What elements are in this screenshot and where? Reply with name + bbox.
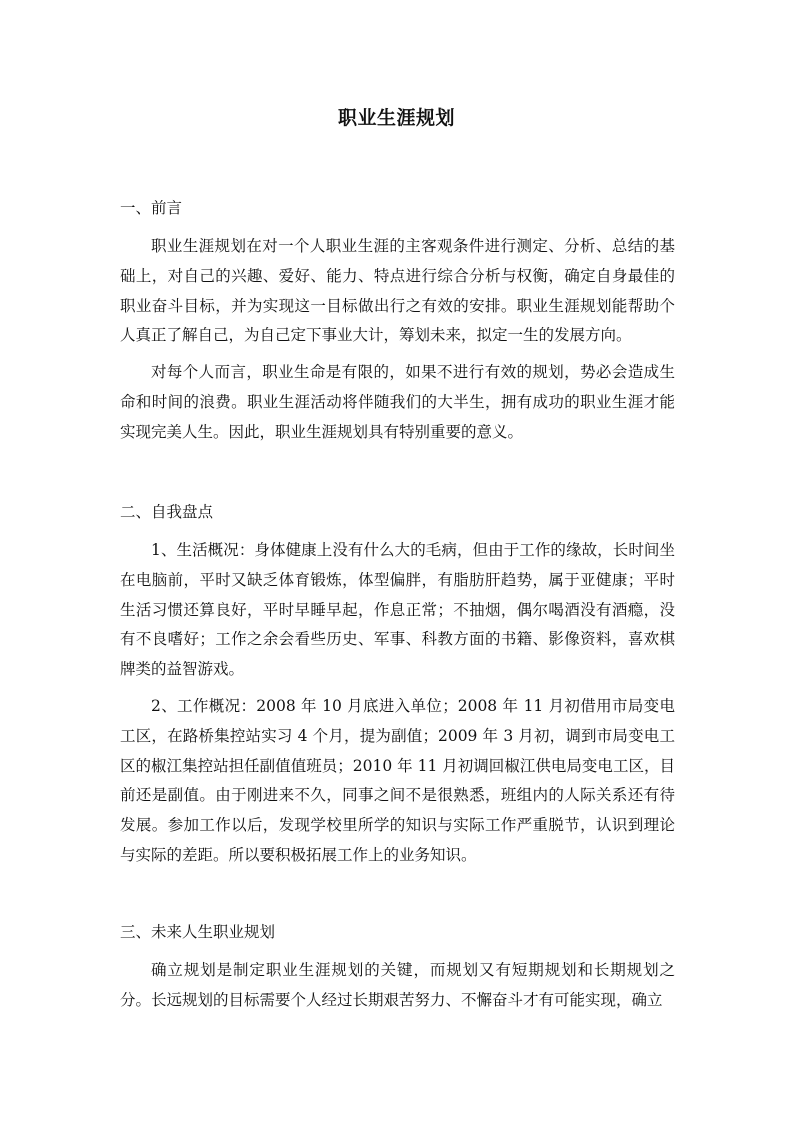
section-heading-future-plan: 三、未来人生职业规划 [120,923,276,941]
paragraph: 2、工作概况：2008 年 10 月底进入单位；2008 年 11 月初借用市局变电工区，在路桥集控站实习 4 个月，提为副值；2009 年 3 月初，调到市局变电工区的椒江集控站担任副值值班员；2010 年 11 月初调回椒江供电局变电工区，目前还是副值。由于刚进来不久，同事之间不是很熟悉，班组内的人际关系还有待发展。参加工作以后，发现学校里所学的知识与实际工作严重脱节，认识到理论与实际的差距。所以要积极拓展工作上的业务知识。 [120,697,675,864]
paragraph: 对每个人而言，职业生命是有限的，如果不进行有效的规划，势必会造成生命和时间的浪费。职业生涯活动将伴随我们的大半生，拥有成功的职业生涯才能实现完美人生。因此，职业生涯规划具有特别重要的意义。 [120,363,675,441]
paragraph: 确立规划是制定职业生涯规划的关键，而规划又有短期规划和长期规划之分。长远规划的目标需要个人经过长期艰苦努力、不懈奋斗才有可能实现，确立 [120,961,675,1009]
section-heading-self-assessment: 二、自我盘点 [120,503,214,521]
document-title: 职业生涯规划 [337,107,455,129]
section-heading-preface: 一、前言 [120,199,183,217]
paragraph: 1、生活概况：身体健康上没有什么大的毛病，但由于工作的缘故，长时间坐在电脑前，平时又缺乏体育锻炼，体型偏胖，有脂肪肝趋势，属于亚健康；平时生活习惯还算良好，平时早睡早起，作息正常；不抽烟，偶尔喝酒没有酒瘾，没有不良嗜好；工作之余会看些历史、军事、科教方面的书籍、影像资料，喜欢棋牌类的益智游戏。 [120,541,675,679]
paragraph: 职业生涯规划在对一个人职业生涯的主客观条件进行测定、分析、总结的基础上，对自己的兴趣、爱好、能力、特点进行综合分析与权衡，确定自身最佳的职业奋斗目标，并为实现这一目标做出行之有效的安排。职业生涯规划能帮助个人真正了解自己，为自己定下事业大计，筹划未来，拟定一生的发展方向。 [120,237,675,345]
